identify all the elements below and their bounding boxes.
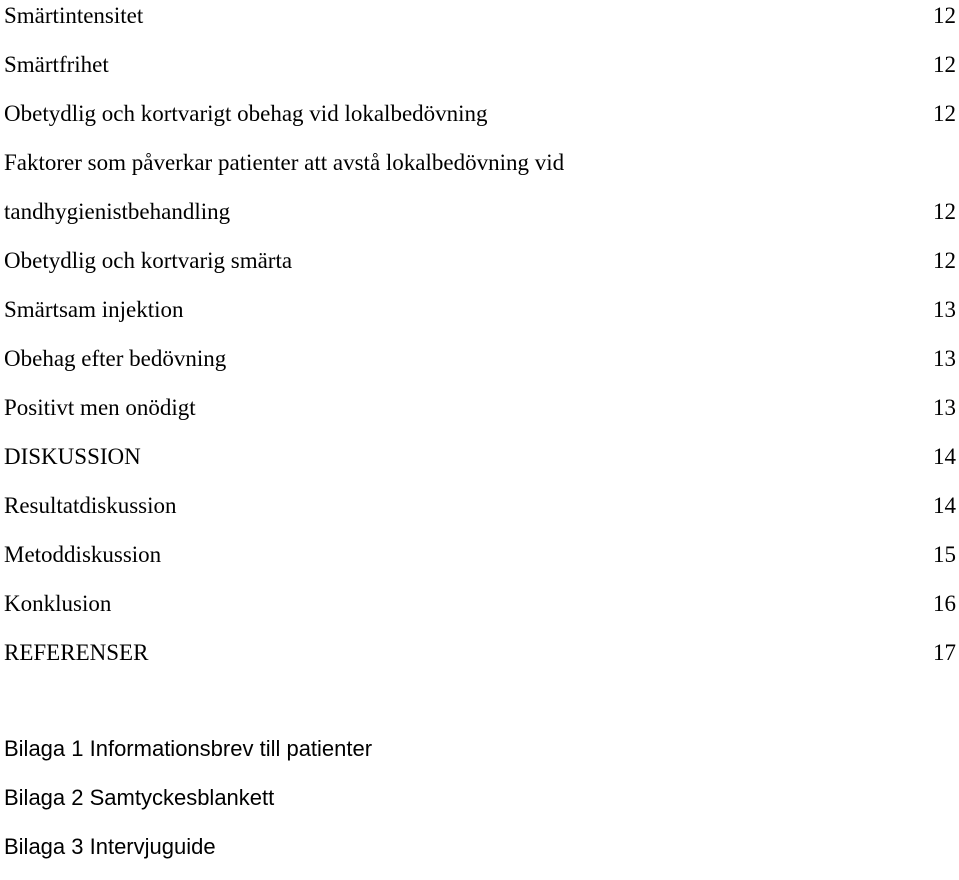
toc-entry[interactable] — [4, 588, 956, 637]
toc-entry-title: Obetydlig och kortvarig smärta — [4, 248, 293, 273]
toc-entry-title: Positivt men onödigt — [4, 395, 196, 420]
toc-entry-page: 13 — [933, 297, 956, 322]
toc-entry-title: Obetydlig och kortvarigt obehag vid lokalbedövning — [4, 101, 488, 126]
toc-entry[interactable] — [4, 392, 956, 441]
toc-entry[interactable] — [4, 147, 956, 196]
toc-entry[interactable] — [4, 0, 956, 49]
toc-entry[interactable] — [4, 343, 956, 392]
toc-entry[interactable] — [4, 490, 956, 539]
attachment-item: Bilaga 2 Samtyckesblankett — [4, 785, 275, 810]
toc-entry-page: 14 — [933, 444, 956, 469]
toc-entry[interactable] — [4, 98, 956, 147]
toc-entry-title: Metoddiskussion — [4, 542, 162, 567]
toc-entry-page: 13 — [933, 395, 956, 420]
toc-entry-page: 16 — [933, 591, 956, 616]
toc-entry-title: tandhygienistbehandling — [4, 199, 231, 224]
toc-entry-page: 12 — [933, 199, 956, 224]
toc-entry-title: Konklusion — [4, 591, 112, 616]
toc-entry-page: 12 — [933, 248, 956, 273]
toc-entry-page: 12 — [933, 101, 956, 126]
toc-entry-title: Smärtsam injektion — [4, 297, 184, 322]
toc-entry-page: 14 — [933, 493, 956, 518]
toc-entry-title: Resultatdiskussion — [4, 493, 177, 518]
table-of-contents — [4, 0, 956, 686]
toc-entry[interactable] — [4, 637, 956, 686]
attachment-item: Bilaga 3 Intervjuguide — [4, 834, 216, 859]
toc-entry-continuation[interactable] — [4, 196, 956, 245]
toc-entry[interactable] — [4, 441, 956, 490]
toc-entry[interactable] — [4, 245, 956, 294]
toc-entry-title: Smärtfrihet — [4, 52, 109, 77]
toc-entry-title: REFERENSER — [4, 640, 149, 665]
toc-entry[interactable] — [4, 539, 956, 588]
attachment-item: Bilaga 1 Informationsbrev till patienter — [4, 736, 373, 761]
toc-entry-title: DISKUSSION — [4, 444, 141, 469]
toc-entry[interactable] — [4, 49, 956, 98]
toc-entry-title: Obehag efter bedövning — [4, 346, 227, 371]
toc-entry[interactable] — [4, 294, 956, 343]
toc-entry-page: 12 — [933, 3, 956, 28]
attachments-list — [4, 733, 372, 880]
toc-entry-title: Faktorer som påverkar patienter att avstå lokalbedövning vid — [4, 150, 565, 175]
toc-entry-page: 12 — [933, 52, 956, 77]
toc-entry-title: Smärtintensitet — [4, 3, 144, 28]
toc-entry-page: 17 — [933, 640, 956, 665]
toc-entry-page: 15 — [933, 542, 956, 567]
toc-entry-page: 13 — [933, 346, 956, 371]
